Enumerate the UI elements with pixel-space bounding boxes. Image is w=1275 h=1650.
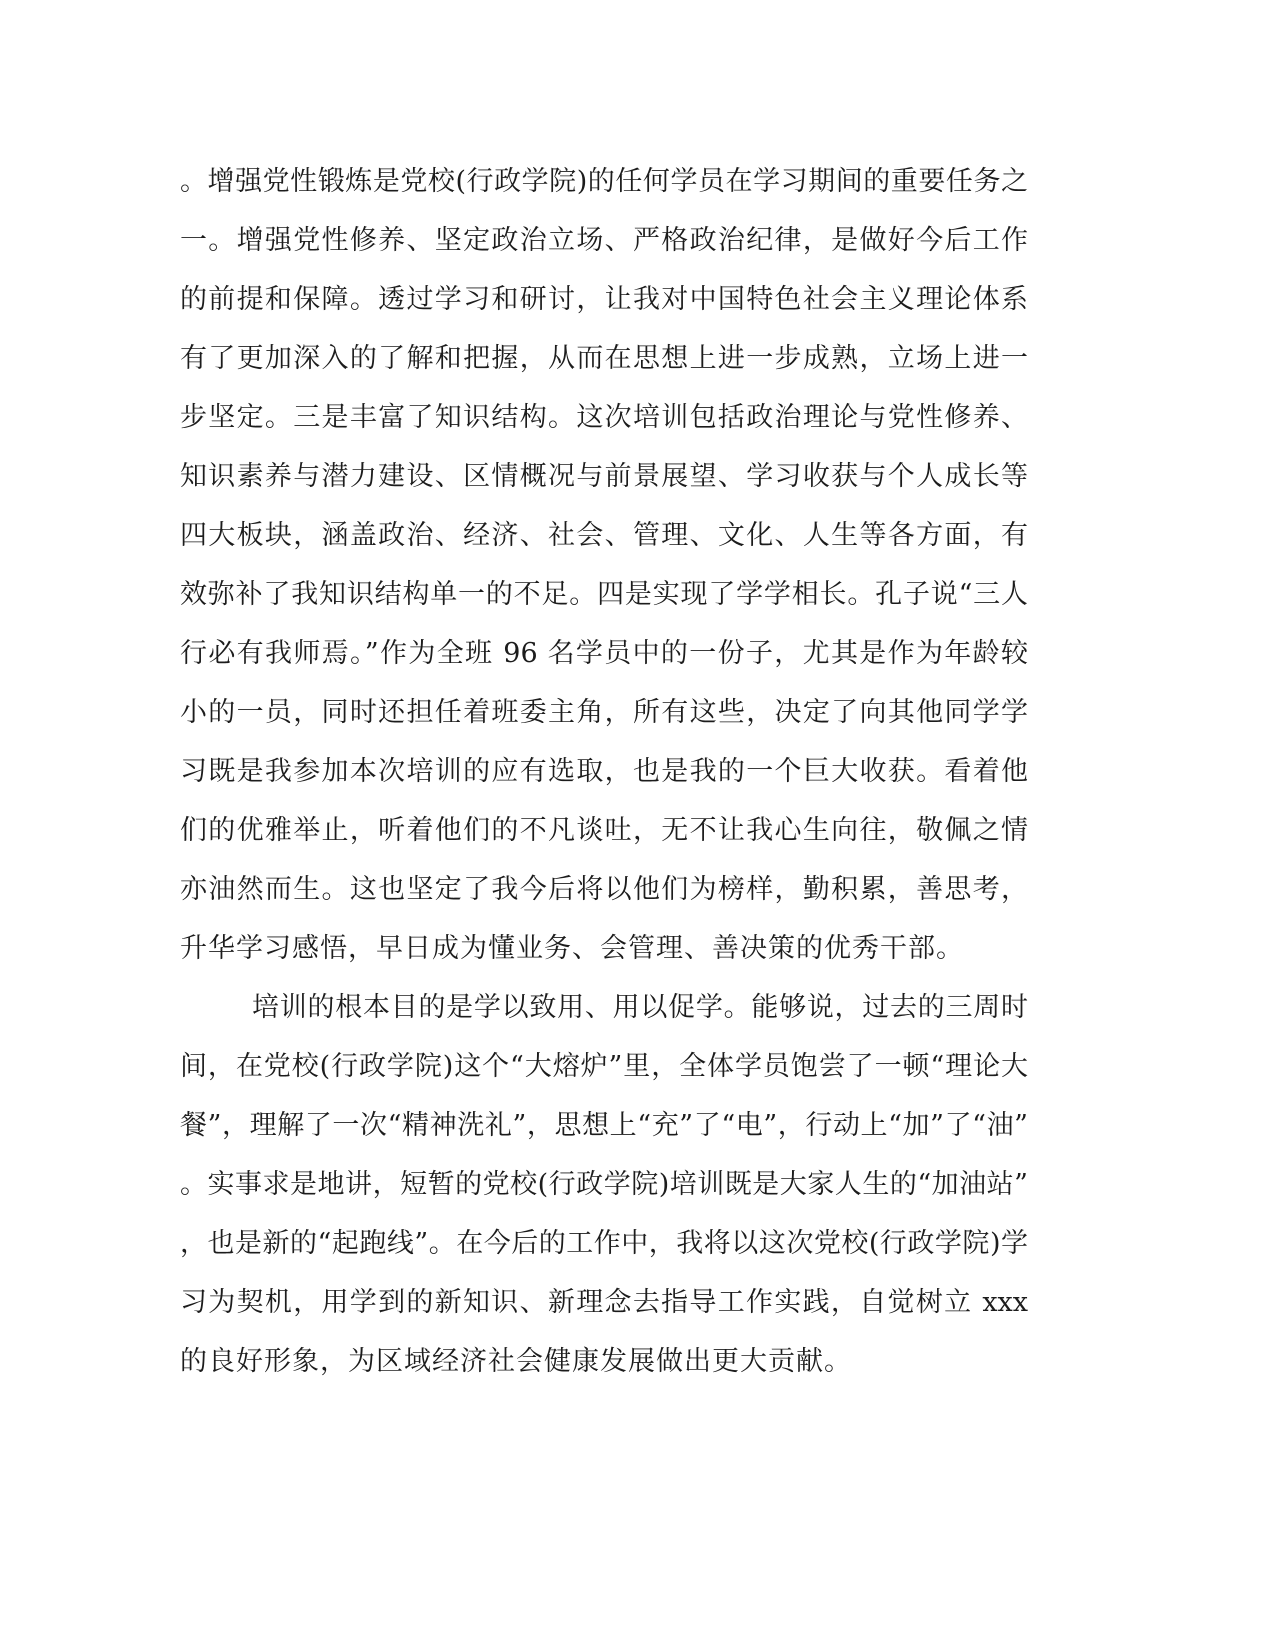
text-line: 。增强党性锻炼是党校(行政学院)的任何学员在学习期间的重要任务之: [180, 166, 1028, 197]
text-line: 间，在党校(行政学院)这个“大熔炉”里，全体学员饱尝了一顿“理论大: [180, 1051, 1028, 1082]
text-line: 习为契机，用学到的新知识、新理念去指导工作实践，自觉树立 xxx: [180, 1287, 1028, 1318]
text-line: 有了更加深入的了解和把握，从而在思想上进一步成熟，立场上进一: [180, 343, 1028, 374]
text-line: 习既是我参加本次培训的应有选取，也是我的一个巨大收获。看着他: [180, 756, 1028, 787]
text-line: 的前提和保障。透过学习和研讨，让我对中国特色社会主义理论体系: [180, 284, 1028, 315]
text-line: 的良好形象，为区域经济社会健康发展做出更大贡献。: [180, 1346, 852, 1377]
text-line: 升华学习感悟，早日成为懂业务、会管理、善决策的优秀干部。: [180, 933, 964, 964]
text-line: 餐”，理解了一次“精神洗礼”，思想上“充”了“电”，行动上“加”了“油”: [180, 1110, 1028, 1141]
text-line: ，也是新的“起跑线”。在今后的工作中，我将以这次党校(行政学院)学: [180, 1228, 1028, 1259]
text-line: 四大板块，涵盖政治、经济、社会、管理、文化、人生等各方面，有: [180, 520, 1028, 551]
text-line: 行必有我师焉。”作为全班 96 名学员中的一份子，尤其是作为年龄较: [180, 638, 1028, 669]
text-line: 们的优雅举止，听着他们的不凡谈吐，无不让我心生向往，敬佩之情: [180, 815, 1028, 846]
text-line: 一。增强党性修养、坚定政治立场、严格政治纪律，是做好今后工作: [180, 225, 1028, 256]
text-line: 小的一员，同时还担任着班委主角，所有这些，决定了向其他同学学: [180, 697, 1028, 728]
document-body: [180, 152, 1028, 1391]
text-line: 知识素养与潜力建设、区情概况与前景展望、学习收获与个人成长等: [180, 461, 1028, 492]
text-line: 培训的根本目的是学以致用、用以促学。能够说，过去的三周时: [252, 992, 1028, 1023]
text-line: 步坚定。三是丰富了知识结构。这次培训包括政治理论与党性修养、: [180, 402, 1028, 433]
text-line: 亦油然而生。这也坚定了我今后将以他们为榜样，勤积累，善思考，: [180, 874, 1028, 905]
text-line: 效弥补了我知识结构单一的不足。四是实现了学学相长。孔子说“三人: [180, 579, 1028, 610]
paragraph-1: [180, 152, 1028, 978]
paragraph-2: [180, 978, 1028, 1391]
text-line: 。实事求是地讲，短暂的党校(行政学院)培训既是大家人生的“加油站”: [180, 1169, 1028, 1200]
